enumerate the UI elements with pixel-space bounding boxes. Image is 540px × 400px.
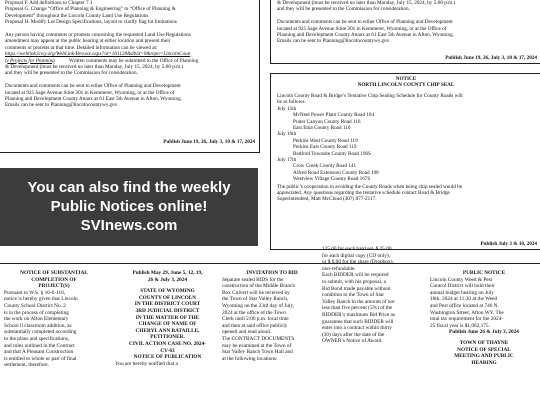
case-caption: CHERYL ANN BATAILLE, bbox=[135, 327, 200, 334]
schedule-road: Perkins West County Road 119 bbox=[293, 137, 358, 144]
banner-site-link[interactable]: SVInews.com bbox=[80, 217, 178, 234]
notice-line: amendment may appear at the public hearing at either location and present their bbox=[5, 38, 171, 45]
svinews-banner bbox=[0, 168, 258, 246]
notice-substantial-completion bbox=[4, 270, 104, 369]
notice-line: Pursuant to W.S. § 16-6-116, bbox=[4, 289, 66, 296]
notice-line: opened and read aloud. bbox=[222, 329, 272, 336]
publish-line: 26 & July 3, 2024 bbox=[147, 276, 188, 283]
notice-planning-comments bbox=[270, 0, 540, 64]
schedule-day: July 16th bbox=[277, 131, 297, 138]
case-caption: IN THE DISTRICT COURT bbox=[134, 301, 201, 308]
notice-line: School ll classroom addition, as bbox=[4, 322, 72, 329]
notice-line: Wyoming on the 23rd day of July, bbox=[222, 302, 295, 309]
notice-line: non-refundable. bbox=[322, 265, 356, 272]
case-caption: CHANGE OF NAME OF bbox=[138, 321, 197, 328]
notice-line: Any person having comments or protests concerning the requested Land Use Regulations bbox=[5, 32, 191, 38]
notice-line: Emails can be sent to Planning@lincolncountywy.gov. bbox=[5, 102, 119, 109]
notice-heading: NOTICE bbox=[395, 76, 417, 82]
notice-line: the work on Afton Elementary bbox=[4, 316, 69, 323]
notice-line: and Pest office located at 746 N. bbox=[430, 302, 499, 309]
notice-line: at the following locations: bbox=[222, 355, 278, 362]
notice-text bbox=[322, 246, 427, 345]
notice-title: TOWN OF THAYNE bbox=[459, 339, 509, 346]
notice-weed-pest-budget bbox=[430, 270, 538, 366]
notice-line: Emails can be sent to Planning@lincolncountywy.gov. bbox=[277, 38, 391, 45]
notice-chip-seal bbox=[270, 73, 540, 250]
notice-line: Development” throughout the Lincoln County Land Use Regulations bbox=[5, 12, 149, 19]
notice-line: may be examined at the Town of bbox=[222, 342, 292, 349]
notice-line: less than five percent (5%) of the bbox=[322, 305, 393, 312]
notice-line: Control District will hold their bbox=[430, 283, 495, 290]
schedule-road: Crow Creek County Road 141 bbox=[293, 163, 357, 170]
notice-line: Planning and Development County Annex at 61 East 5th Avenue in Afton, Wyoming. bbox=[5, 96, 182, 102]
notice-line: Box Culvert will be received by bbox=[222, 289, 290, 296]
notice-title: PROJECT(S) bbox=[38, 283, 70, 290]
notice-line: 25 fiscal year is $1,062,175. bbox=[430, 322, 490, 329]
notice-line: 10th, 2024 at 11:30 at the Weed bbox=[430, 296, 498, 303]
notice-line: is entitled to whole or part of final bbox=[4, 355, 77, 362]
schedule-road: Alfred Road Extension County Road 198 bbox=[293, 169, 379, 176]
notice-line: Written comments may be submitted to the Office of Planning bbox=[69, 57, 199, 64]
notice-line: Clerk until 2:00 p.m. local time bbox=[222, 316, 289, 323]
column-rule bbox=[0, 263, 540, 264]
schedule-road: Prater Canyon County Road 116 bbox=[293, 118, 361, 125]
notice-line: be as follows: bbox=[277, 99, 306, 106]
notice-line: total tax requirement for the 2024- bbox=[430, 316, 504, 323]
notice-line: OWNER’s Notice of Award. bbox=[322, 338, 383, 345]
notice-subheading: NORTH LINCOLN COUNTY CHIP SEAL bbox=[357, 82, 455, 88]
notice-line: Each BIDDER will be required bbox=[322, 272, 389, 279]
notice-text bbox=[430, 270, 538, 366]
notice-title: MEETING AND PUBLIC bbox=[454, 353, 514, 360]
planning-projects-link[interactable]: https://weblink.lcwy.org/WebLink/Browse.aspx?id=161128&dbid=0&repo=LincolnCoun bbox=[5, 51, 191, 58]
schedule-road: Westview Village County Road 167S bbox=[293, 176, 371, 183]
planning-projects-link[interactable]: ty Projects for Planning bbox=[5, 57, 55, 64]
notice-text bbox=[115, 270, 220, 367]
notice-line: Proposal F. Add definitions to Chapter 7.1 bbox=[5, 0, 93, 6]
notice-line: (30) days after the date of the bbox=[322, 331, 385, 338]
publish-line: Publish July 3 & 10, 2024 bbox=[480, 241, 537, 247]
notice-line: Planning and Development County Annex at 61 East 5th Avenue in Afton, Wyoming. bbox=[277, 32, 454, 38]
schedule-day: July 15th bbox=[277, 105, 297, 112]
notice-line: notice is hereby given that Lincoln bbox=[4, 296, 78, 303]
notice-line: is in the process of completing bbox=[4, 309, 69, 316]
notice-line: and that A Pleasant Construction bbox=[4, 349, 74, 356]
notice-line: or $ 0.00 for the share (Dropbox), bbox=[322, 259, 394, 266]
notice-line: for each digital copy (CD only), bbox=[322, 252, 390, 259]
notice-line: Superintendent, Matt McCloud (307) 877-2117. bbox=[277, 196, 377, 203]
notice-line: Lincoln County Weed & Pest bbox=[430, 276, 493, 283]
notice-line: Documents and comments can be sent to either Office of Planning and Development bbox=[277, 19, 453, 26]
notice-line: County School District No. 2 bbox=[4, 302, 66, 309]
notice-line: enter into a contract within thirty bbox=[322, 325, 392, 332]
notice-line: to submit, with his proposal, a bbox=[322, 278, 387, 285]
case-caption: COUNTY OF LINCOLN bbox=[138, 294, 197, 301]
case-caption: 3RD JUDICIAL DISTRICT bbox=[135, 307, 200, 314]
notice-line: and they will be presented to the Commission for consideration. bbox=[277, 6, 410, 13]
schedule-road: East Etna County Road 110 bbox=[293, 125, 351, 131]
notice-line: located at 925 Sage Avenue Suite 201 in Kemmerer, Wyoming, or at the Office of bbox=[5, 89, 175, 96]
publish-line: Publish June 19, 26, July 3, 10 & 17, 2024 bbox=[445, 55, 537, 61]
notice-line: 125.00 for each hard set. $ 25.00 bbox=[322, 246, 392, 252]
notice-line: condition to the Town of Star bbox=[322, 292, 385, 299]
notice-line: Bid Bond made payable without bbox=[322, 285, 391, 292]
notice-bid-continued bbox=[322, 246, 427, 345]
case-caption: CIVIL ACTION CASE NO. 2024- bbox=[129, 340, 206, 347]
notice-line: Lincoln County Road & Bridge’s Tentative Chip Sealing Schedule for County Roads will bbox=[277, 93, 463, 99]
notice-line: Star Valley Ranch Town Hall and bbox=[222, 349, 293, 356]
banner-line-1: You can also find the weekly bbox=[27, 179, 231, 196]
notice-line: The public’s cooperation in avoiding the County Roads when being chip sealed would be bbox=[277, 183, 463, 190]
notice-line: comments or protests at that time. Detailed information can be viewed at: bbox=[5, 44, 158, 51]
schedule-day: July 17th bbox=[277, 157, 297, 163]
notice-line: and they will be presented to the Commission for consideration. bbox=[5, 70, 138, 77]
notice-line: Documents and comments can be sent to either Office of Planning and Development bbox=[5, 83, 181, 90]
notice-line: annual budget hearing on July bbox=[430, 289, 494, 296]
schedule-road: Bedford Townsite County Road 196S bbox=[293, 150, 371, 157]
notice-title: PUBLIC NOTICE bbox=[462, 270, 506, 276]
notice-land-use-amendments bbox=[0, 0, 260, 153]
notice-line: Proposal H. Modify Lot Design Specifications, layout to clarify flag lot limitations bbox=[5, 19, 177, 26]
notice-name-change bbox=[115, 270, 220, 367]
notice-line: & Development (must be received no later than Monday, July 15, 2024, by 5:00 p.m.) bbox=[5, 64, 184, 70]
notice-title: COMPLETION OF bbox=[31, 276, 77, 283]
notice-line: guarantee that such BIDDER will bbox=[322, 318, 394, 325]
notice-line: settlement, therefore. bbox=[4, 362, 49, 369]
notice-title: HEARING bbox=[471, 359, 497, 366]
publish-line: Publish June 19, 26, July 3, 10 & 17, 2024 bbox=[163, 139, 255, 145]
notice-line: appreciated. Any questions regarding the tentative schedule contact Road & Bridge bbox=[277, 190, 450, 196]
notice-line: located at 925 Sage Avenue Suite 201 in Kemmerer, Wyoming, or at the Office of bbox=[277, 25, 447, 32]
notice-title: INVITATION TO BID bbox=[246, 270, 298, 276]
notice-text bbox=[222, 270, 322, 362]
notice-line: The CONTRACT DOCUMENTS bbox=[222, 335, 295, 342]
notice-line: Separate sealed BIDS for the bbox=[222, 276, 284, 283]
case-caption: IN THE MATTER OF THE bbox=[135, 314, 200, 321]
notice-title: NOTICE OF SPECIAL bbox=[457, 346, 511, 353]
case-caption: STATE OF WYOMING bbox=[140, 288, 195, 295]
notice-line: Valley Ranch in the amount of not bbox=[322, 298, 395, 305]
publish-line: Publish May 29, June 5, 12, 19, bbox=[132, 270, 203, 276]
case-caption: CV-63 bbox=[160, 347, 175, 354]
notice-invitation-to-bid bbox=[222, 270, 322, 362]
banner-line-2: Public Notices online! bbox=[50, 198, 208, 215]
notice-line: Washington Street, Afton WY. The bbox=[430, 309, 504, 316]
publish-line: Publish June 26 & July 3, 2024 bbox=[449, 329, 519, 336]
notice-line: substantially completed according bbox=[4, 329, 77, 336]
notice-title: NOTICE OF PUBLICATION bbox=[133, 354, 202, 361]
notice-line: You are hereby notified that a bbox=[115, 360, 178, 367]
notice-line: to the plans and specifications, bbox=[4, 335, 70, 342]
schedule-road: McNeel Power Plant County Road 104 bbox=[293, 112, 375, 119]
notice-line: Proposal G. Change “Office of Planning & Engineering” to “Office of Planning & bbox=[5, 6, 176, 13]
notice-line: 2024 at the office of the Town bbox=[222, 309, 286, 316]
notice-line: and then at said office publicly bbox=[222, 322, 288, 329]
notice-line: the Town of Star Valley Ranch, bbox=[222, 296, 289, 303]
notice-line: construction of the Middle Branch bbox=[222, 283, 295, 290]
notice-line: & Development (must be received no later than Monday, July 15, 2024, by 5:00 p.m.) bbox=[277, 0, 456, 6]
notice-line: BIDDER’s maximum Bid Price as bbox=[322, 311, 395, 318]
schedule-road: Perkins East County Road 119 bbox=[293, 144, 357, 151]
notice-line: and rules outlined in the Contract bbox=[4, 342, 75, 349]
case-caption: PETITIONER. bbox=[150, 334, 185, 341]
notice-title: NOTICE OF SUBSTANTIAL bbox=[20, 270, 88, 276]
notice-text bbox=[4, 270, 104, 369]
